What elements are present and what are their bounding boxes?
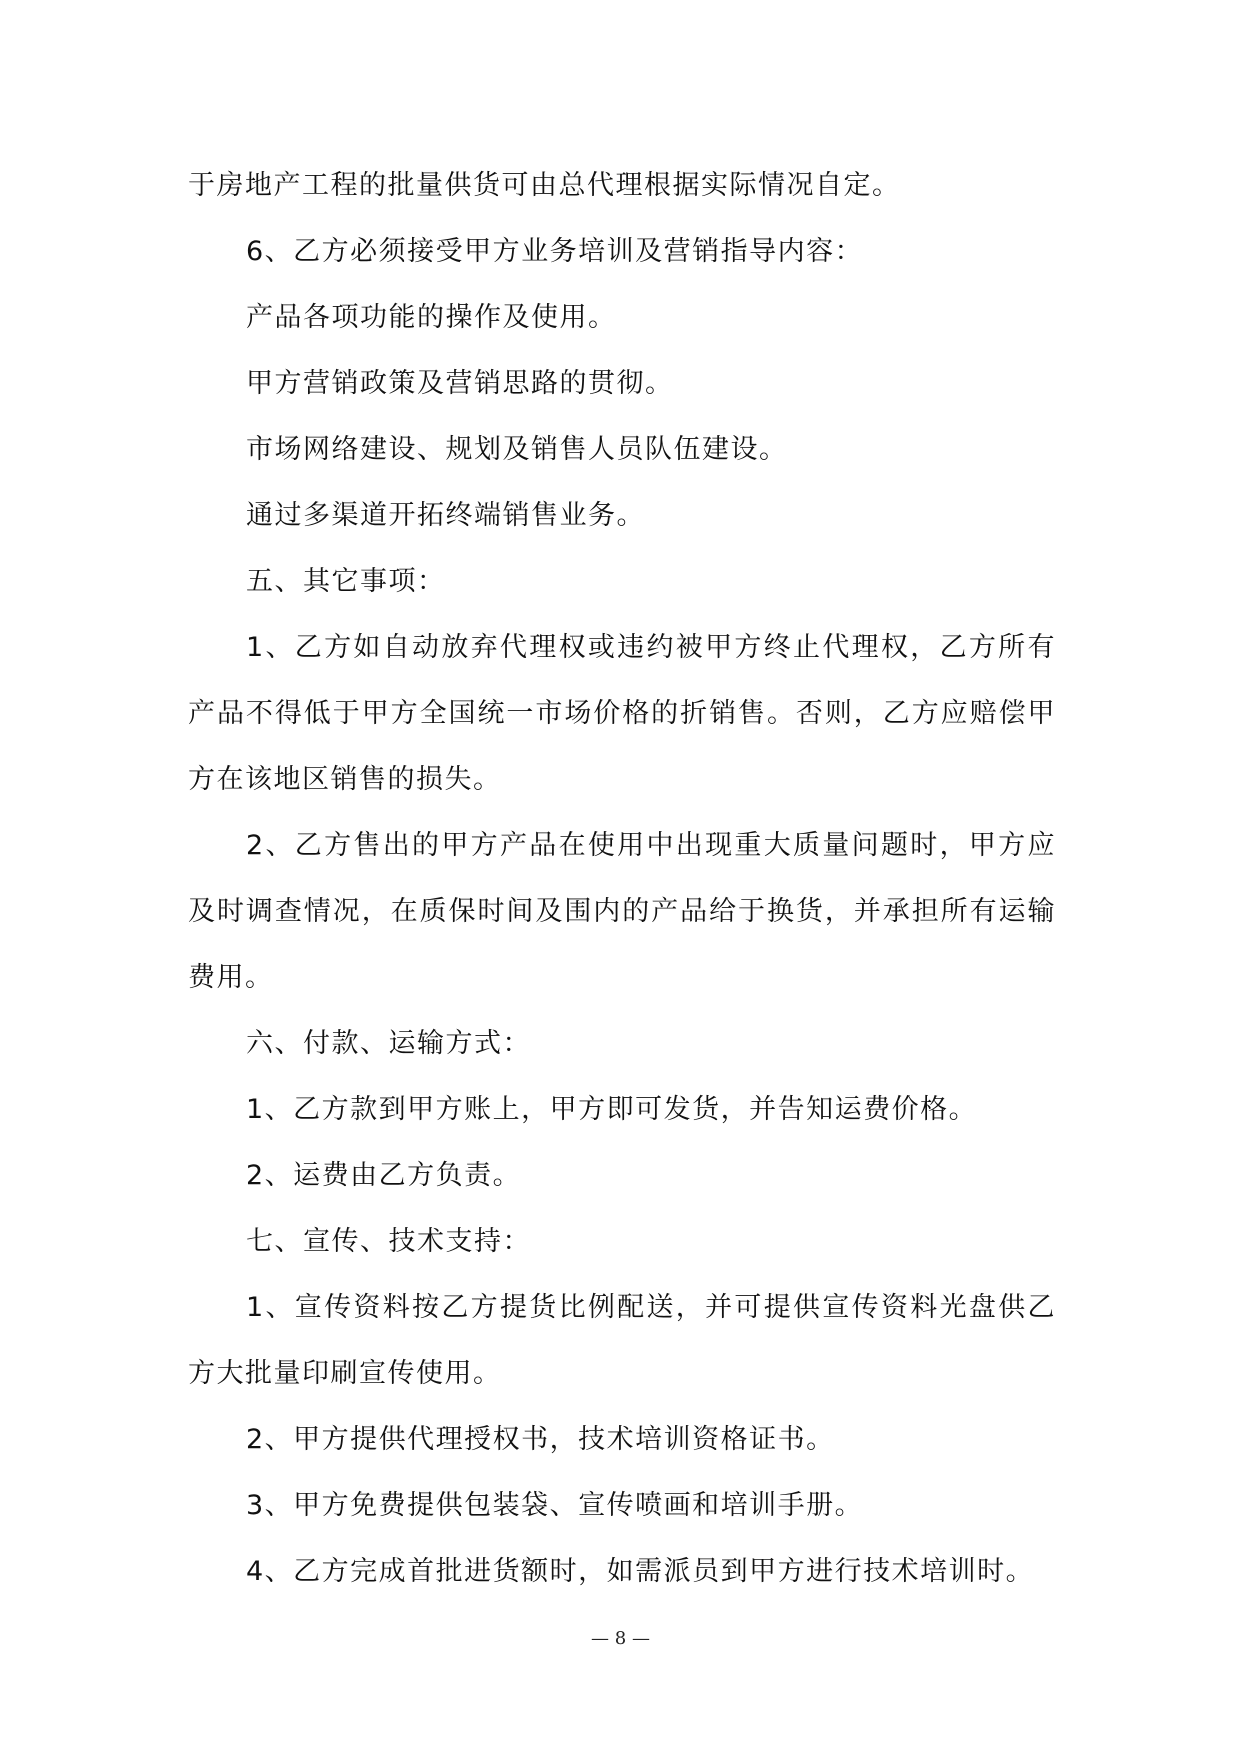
paragraph-7-4: 4、乙方完成首批进货额时，如需派员到甲方进行技术培训时。 [246, 1556, 1035, 1587]
paragraph-6-1: 1、乙方款到甲方账上，甲方即可发货，并告知运费价格。 [246, 1094, 978, 1125]
paragraph-training-4: 通过多渠道开拓终端销售业务。 [246, 500, 645, 531]
paragraph-6-2: 2、运费由乙方负责。 [246, 1160, 522, 1191]
paragraph-item-6: 6、乙方必须接受甲方业务培训及营销指导内容： [246, 236, 864, 267]
paragraph-7-2: 2、甲方提供代理授权书，技术培训资格证书。 [246, 1424, 835, 1455]
section-heading-5: 五、其它事项： [246, 566, 446, 597]
paragraph-7-3: 3、甲方免费提供包装袋、宣传喷画和培训手册。 [246, 1490, 864, 1521]
paragraph-training-1: 产品各项功能的操作及使用。 [246, 302, 617, 333]
paragraph-training-3: 市场网络建设、规划及销售人员队伍建设。 [246, 434, 788, 465]
paragraph-7-1: 1、宣传资料按乙方提货比例配送，并可提供宣传资料光盘供乙方大批量印刷宣传使用。 [188, 1292, 1056, 1389]
paragraph-5-1: 1、乙方如自动放弃代理权或违约被甲方终止代理权，乙方所有产品不得低于甲方全国统一市场价格的折销售。否则，乙方应赔偿甲方在该地区销售的损失。 [188, 632, 1056, 795]
document-body [188, 153, 1056, 1605]
section-heading-6: 六、付款、运输方式： [246, 1028, 531, 1059]
paragraph-5-2: 2、乙方售出的甲方产品在使用中出现重大质量问题时，甲方应及时调查情况，在质保时间及围内的产品给于换货，并承担所有运输费用。 [188, 830, 1056, 993]
page-number: — 8 — [591, 1628, 650, 1649]
paragraph-continuation: 于房地产工程的批量供货可由总代理根据实际情况自定。 [188, 170, 901, 201]
paragraph-training-2: 甲方营销政策及营销思路的贯彻。 [246, 368, 674, 399]
section-heading-7: 七、宣传、技术支持： [246, 1226, 531, 1257]
